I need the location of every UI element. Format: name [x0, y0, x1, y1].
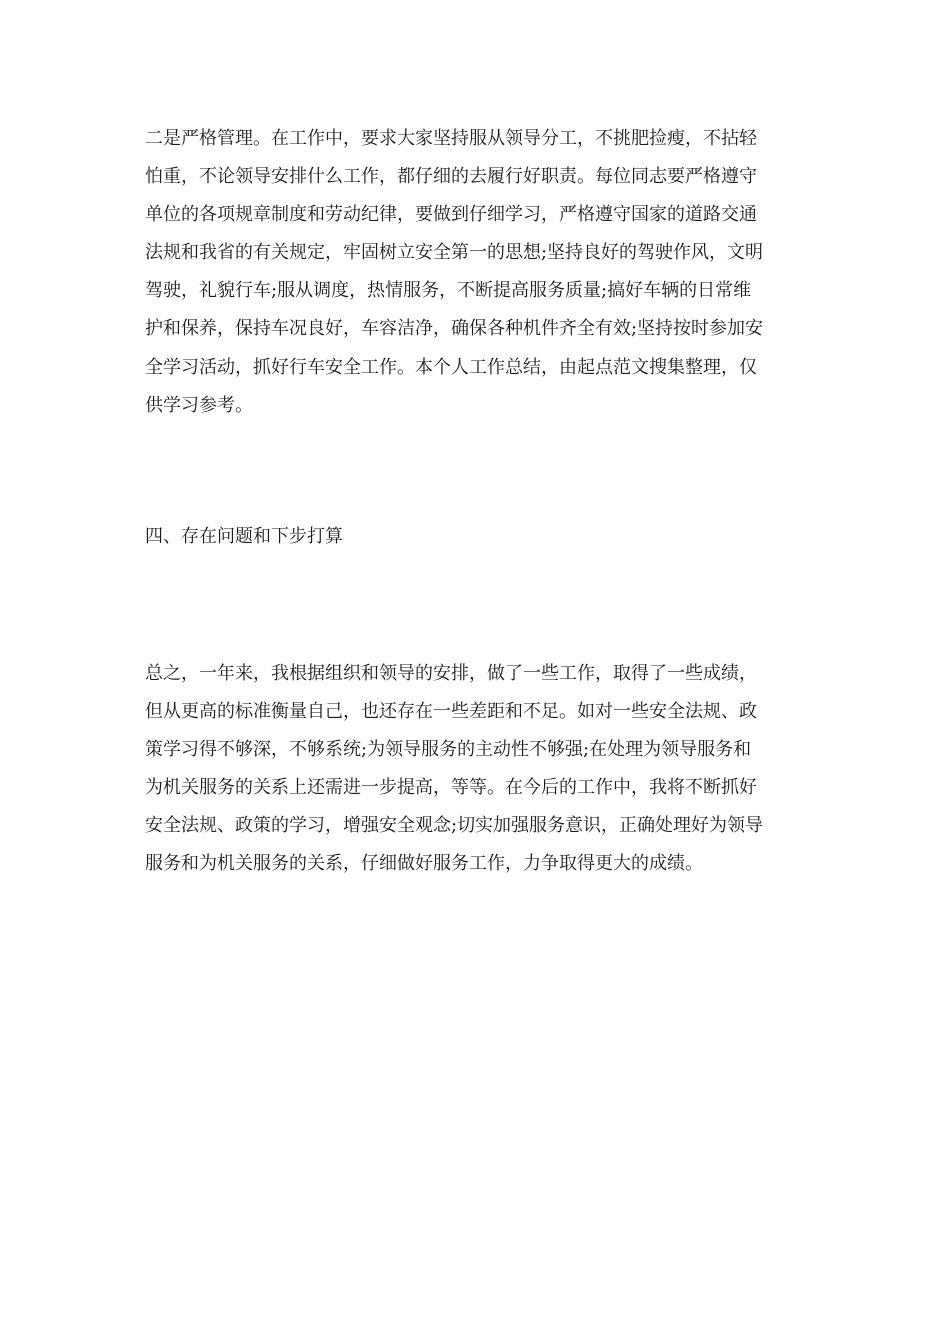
paragraph-line: 服务和为机关服务的关系，仔细做好服务工作，力争取得更大的成绩。 [145, 853, 703, 875]
paragraph-line: 单位的各项规章制度和劳动纪律，要做到仔细学习，严格遵守国家的道路交通 [145, 204, 757, 226]
paragraph-line: 全学习活动，抓好行车安全工作。本个人工作总结，由起点范文搜集整理，仅 [145, 356, 757, 378]
section-heading [145, 518, 805, 556]
paragraph-strict-management [145, 120, 805, 425]
paragraph-line: 安全法规、政策的学习，增强安全观念;切实加强服务意识，正确处理好为领导 [145, 815, 764, 837]
paragraph-line: 策学习得不够深，不够系统;为领导服务的主动性不够强;在处理为领导服务和 [145, 739, 752, 761]
heading-text: 四、存在问题和下步打算 [145, 526, 343, 547]
paragraph-line: 驾驶，礼貌行车;服从调度，热情服务，不断提高服务质量;搞好车辆的日常维 [145, 280, 752, 302]
paragraph-line: 供学习参考。 [145, 394, 253, 416]
paragraph-line: 为机关服务的关系上还需进一步提高，等等。在今后的工作中，我将不断抓好 [145, 777, 757, 799]
paragraph-line: 总之，一年来，我根据组织和领导的安排，做了一些工作，取得了一些成绩， [145, 663, 757, 684]
paragraph-summary [145, 655, 805, 884]
paragraph-line: 法规和我省的有关规定，牢固树立安全第一的思想;坚持良好的驾驶作风，文明 [145, 242, 764, 264]
paragraph-line: 但从更高的标准衡量自己，也还存在一些差距和不足。如对一些安全法规、政 [145, 701, 757, 723]
paragraph-line: 怕重，不论领导安排什么工作，都仔细的去履行好职责。每位同志要严格遵守 [145, 166, 757, 188]
paragraph-line: 二是严格管理。在工作中，要求大家坚持服从领导分工，不挑肥捡瘦，不拈轻 [145, 128, 757, 149]
paragraph-line: 护和保养，保持车况良好，车容洁净，确保各种机件齐全有效;坚持按时参加安 [145, 318, 764, 340]
